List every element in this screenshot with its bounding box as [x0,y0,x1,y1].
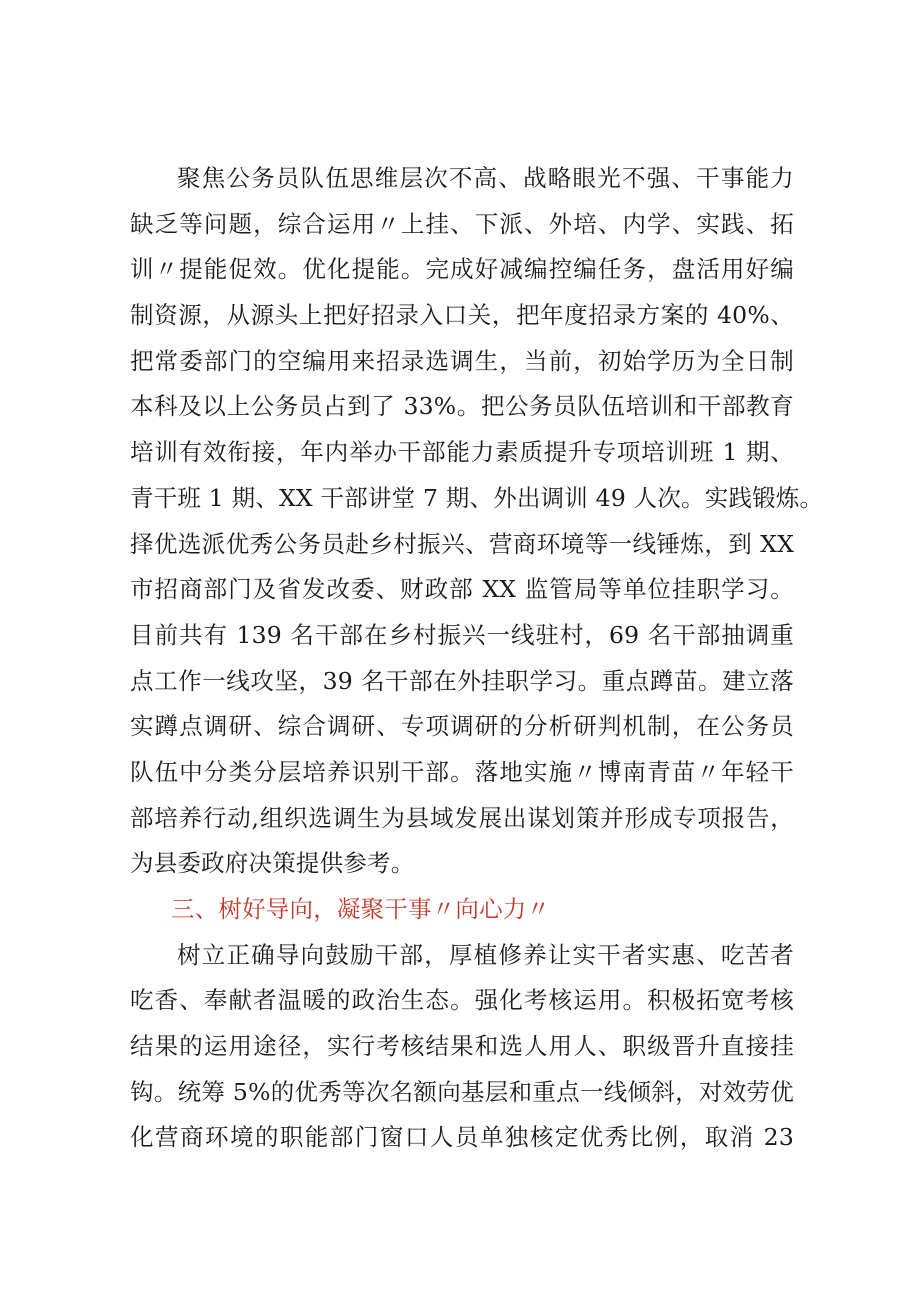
paragraph-line: 实蹲点调研、综合调研、专项调研的分析研判机制，在公务员 [130,712,794,741]
paragraph-line: 择优选派优秀公务员赴乡村振兴、营商环境等一线锤炼，到 XX [130,529,794,558]
paragraph-line: 结果的运用途径，实行考核结果和选人用人、职级晋升直接挂 [130,1032,794,1061]
paragraph-line: 聚焦公务员队伍思维层次不高、战略眼光不强、干事能力 [177,164,794,192]
paragraph-line: 本科及以上公务员占到了 33%。把公务员队伍培训和干部教育 [130,392,794,421]
document-body [130,156,824,1161]
paragraph-line: 目前共有 139 名干部在乡村振兴一线驻村，69 名干部抽调重 [130,620,794,649]
paragraph-line: 树立正确导向鼓励干部，厚植修养让实干者实惠、吃苦者 [177,940,794,969]
paragraph-line: 缺乏等问题，综合运用〃上挂、下派、外培、内学、实践、拓 [130,209,794,238]
paragraph-line: 为县委政府决策提供参考。 [130,849,415,878]
paragraph-line: 吃香、奉献者温暖的政治生态。强化考核运用。积极拓宽考核 [130,986,794,1015]
paragraph-line: 点工作一线攻坚，39 名干部在外挂职学习。重点蹲苗。建立落 [130,666,794,695]
paragraph-line: 把常委部门的空编用来招录选调生，当前，初始学历为全日制 [130,346,794,375]
paragraph-line: 制资源，从源头上把好招录入口关，把年度招录方案的 40%、 [130,301,794,330]
paragraph-line: 部培养行动,组织选调生为县域发展出谋划策并形成专项报告， [130,803,794,832]
paragraph-line: 化营商环境的职能部门窗口人员单独核定优秀比例，取消 23 [130,1123,794,1152]
paragraph-line: 训〃提能促效。优化提能。完成好减编控编任务，盘活用好编 [130,255,794,284]
paragraph-line: 市招商部门及省发改委、财政部 XX 监管局等单位挂职学习。 [130,575,794,604]
paragraph-line: 队伍中分类分层培养识别干部。落地实施〃博南青苗〃年轻干 [130,757,794,786]
paragraph-line: 培训有效衔接，年内举办干部能力素质提升专项培训班 1 期、 [130,438,794,467]
paragraph-line: 青干班 1 期、XX 干部讲堂 7 期、外出调训 49 人次。实践锻炼。 [130,483,824,512]
section-heading: 三、树好导向，凝聚干事〃向心力〃 [171,895,551,923]
paragraph-line: 钩。统筹 5%的优秀等次名额向基层和重点一线倾斜，对效劳优 [130,1077,794,1106]
